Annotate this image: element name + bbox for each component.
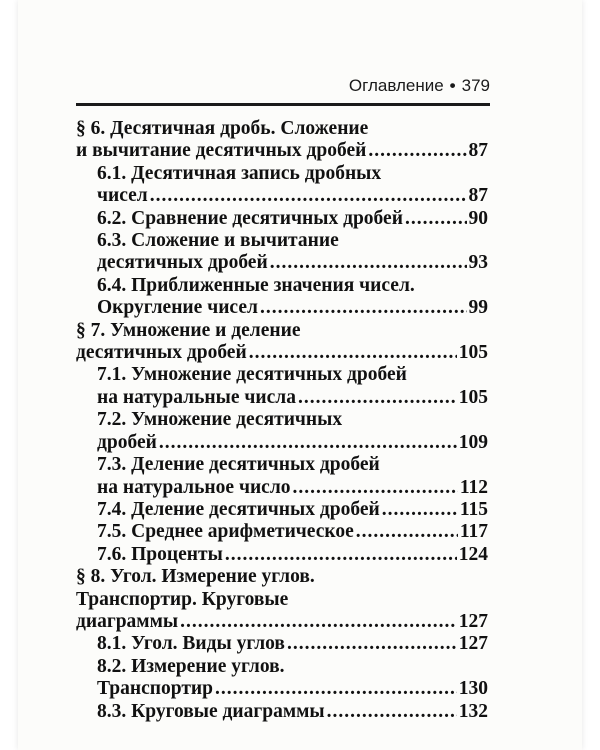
header-rule (76, 103, 490, 106)
toc-entry-line (76, 499, 488, 521)
toc-page-number: 127 (458, 633, 488, 655)
toc-subsection-entry[interactable] (76, 163, 488, 208)
dot-leader (150, 185, 467, 207)
dot-leader (368, 140, 466, 162)
toc-page-number: 105 (458, 342, 488, 364)
dot-leader (327, 701, 457, 723)
toc-entry-title: диаграммы (76, 610, 179, 632)
toc-entry-line (76, 208, 488, 230)
toc-entry-title: § 7. Умножение и деление (76, 319, 301, 341)
toc-entry-title: 7.4. Деление десятичных дробей (97, 498, 380, 520)
toc-entry-title: Транспортир. Круговые (76, 588, 289, 610)
toc-entry-line (76, 297, 488, 319)
toc-entry-title: 8.1. Угол. Виды углов (97, 633, 285, 655)
toc-entry-title: чисел (97, 185, 148, 207)
dot-leader (180, 611, 457, 633)
toc-entry-title: 7.5. Среднее арифметическое (97, 521, 354, 543)
toc-subsection-entry[interactable] (76, 499, 488, 521)
toc-page-number: 87 (468, 185, 488, 207)
dot-leader (159, 432, 457, 454)
toc-entry-title: 6.2. Сравнение десятичных дробей (97, 207, 403, 229)
toc-entry-title: 8.2. Измерение углов. (97, 655, 285, 677)
toc-subsection-entry[interactable] (76, 208, 488, 230)
toc-entry-line (76, 409, 488, 431)
toc-entry-line (76, 185, 488, 207)
toc-entry-line (76, 387, 488, 409)
toc-section-entry[interactable] (76, 118, 488, 163)
toc-page-number: 115 (459, 498, 488, 520)
toc-entry-title: десятичных дробей (76, 342, 247, 364)
toc-entry-title: дробей (97, 431, 157, 453)
dot-leader (293, 477, 458, 499)
toc-page-number: 90 (468, 207, 488, 229)
toc-entry-line (76, 521, 488, 543)
toc-subsection-entry[interactable] (76, 656, 488, 701)
toc-entry-line (76, 656, 488, 678)
toc-subsection-entry[interactable] (76, 521, 488, 543)
toc-page-number: 112 (459, 476, 488, 498)
toc-entry-line (76, 477, 488, 499)
toc-entry-title: на натуральное число (97, 476, 291, 498)
book-page (18, 0, 582, 750)
dot-leader (270, 252, 467, 274)
dot-leader (356, 521, 458, 543)
toc-entry-line (76, 230, 488, 252)
toc-subsection-entry[interactable] (76, 633, 488, 655)
dot-leader (260, 297, 467, 319)
toc-entry-title: 7.2. Умножение десятичных (97, 409, 343, 431)
toc-entry-title: § 6. Десятичная дробь. Сложение (76, 118, 369, 139)
dot-leader (405, 208, 467, 230)
toc-page-number: 132 (458, 700, 488, 722)
toc-entry-title: Округление чисел (97, 297, 258, 319)
toc-entry-line (76, 633, 488, 655)
running-header (76, 76, 490, 96)
toc-subsection-entry[interactable] (76, 409, 488, 454)
toc-subsection-entry[interactable] (76, 544, 488, 566)
toc-entry-line (76, 163, 488, 185)
toc-entry-line (76, 275, 488, 297)
dot-leader (298, 387, 457, 409)
toc-section-entry[interactable] (76, 320, 488, 365)
toc-entry-line (76, 118, 488, 140)
table-of-contents (76, 118, 488, 723)
toc-subsection-entry[interactable] (76, 701, 488, 723)
toc-entry-line (76, 342, 488, 364)
toc-entry-line (76, 364, 488, 386)
toc-page-number: 99 (468, 297, 488, 319)
toc-entry-line (76, 320, 488, 342)
toc-entry-title: десятичных дробей (97, 252, 268, 274)
toc-page-number: 105 (458, 386, 488, 408)
toc-entry-title: § 8. Угол. Измерение углов. (76, 566, 315, 588)
dot-leader (287, 633, 457, 655)
toc-entry-line (76, 432, 488, 454)
toc-subsection-entry[interactable] (76, 230, 488, 275)
toc-entry-line (76, 566, 488, 588)
toc-entry-line (76, 701, 488, 723)
toc-page-number: 93 (468, 252, 488, 274)
toc-page-number: 117 (459, 521, 488, 543)
dot-leader (225, 544, 457, 566)
toc-entry-title: 6.4. Приближенные значения чисел. (97, 274, 415, 296)
toc-entry-line (76, 140, 488, 162)
dot-leader (249, 342, 457, 364)
toc-entry-title: 6.1. Десятичная запись дробных (97, 162, 382, 184)
toc-entry-title: 8.3. Круговые диаграммы (97, 700, 325, 722)
toc-page-number: 130 (458, 678, 488, 700)
toc-entry-line (76, 589, 488, 611)
header-section-title: Оглавление (348, 76, 444, 95)
dot-leader (215, 678, 457, 700)
dot-leader (382, 499, 458, 521)
toc-entry-title: 7.1. Умножение десятичных дробей (97, 364, 407, 386)
toc-page-number: 127 (458, 610, 488, 632)
toc-entry-title: 7.6. Проценты (97, 543, 223, 565)
toc-page-number: 124 (458, 543, 488, 565)
toc-entry-line (76, 252, 488, 274)
bullet-separator: • (449, 76, 456, 95)
toc-entry-title: на натуральные числа (97, 386, 296, 408)
toc-entry-line (76, 678, 488, 700)
toc-subsection-entry[interactable] (76, 454, 488, 499)
header-page-number: 379 (461, 76, 490, 95)
toc-entry-title: и вычитание десятичных дробей (76, 140, 367, 162)
toc-entry-line (76, 544, 488, 566)
toc-section-entry[interactable] (76, 566, 488, 633)
toc-entry-line (76, 454, 488, 476)
toc-entry-title: 7.3. Деление десятичных дробей (97, 454, 380, 476)
toc-subsection-entry[interactable] (76, 364, 488, 409)
toc-entry-title: 6.3. Сложение и вычитание (97, 230, 339, 252)
toc-entry-title: Транспортир (97, 678, 213, 700)
toc-page-number: 87 (468, 140, 488, 162)
toc-entry-line (76, 611, 488, 633)
toc-page-number: 109 (458, 431, 488, 453)
toc-subsection-entry[interactable] (76, 275, 488, 320)
